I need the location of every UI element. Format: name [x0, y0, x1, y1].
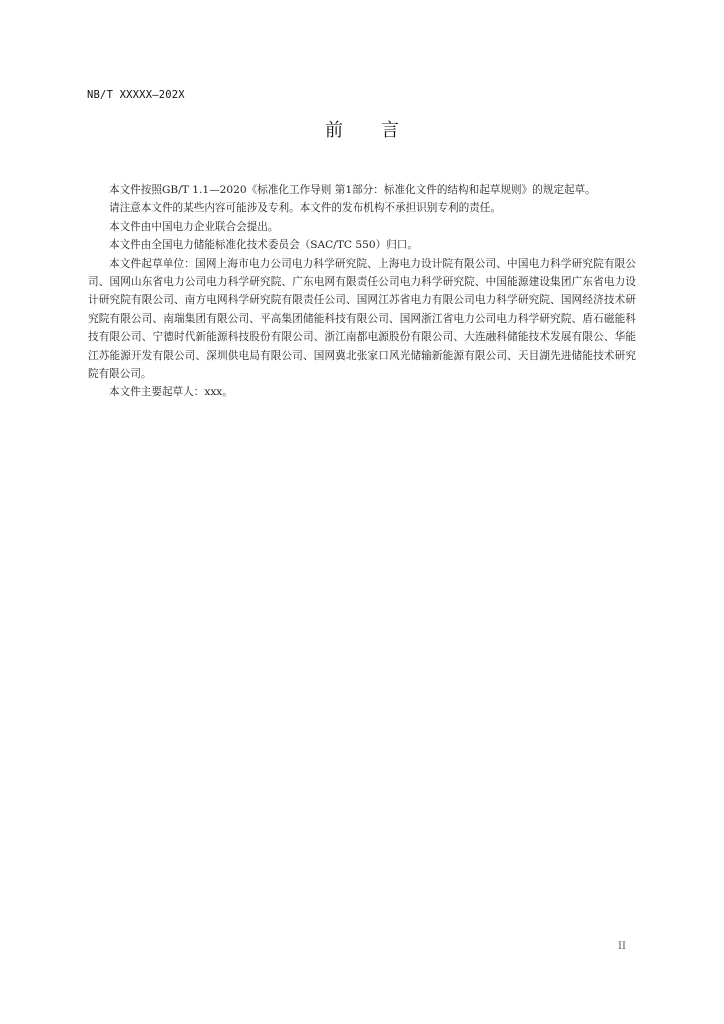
- paragraph-committee: 本文件由全国电力储能标准化技术委员会（SAC/TC 550）归口。: [109, 239, 418, 252]
- page-number: II: [618, 941, 626, 952]
- document-code: NB/T XXXXX—202X: [87, 89, 185, 101]
- paragraph-drafting-units: 本文件起草单位：国网上海市电力公司电力科学研究院、上海电力设计院有限公司、中国电力科学研究院有限公司、国网山东省电力公司电力科学研究院、广东电网有限责任公司电力科学研究院、中国能源建设集团广东省电力设计研究院有限公司、南方电网科学研究院有限责任公司、国网江苏省电力有限公司电力科学研究院、国网经济技术研究院有限公司、南瑞集团有限公司、平高集团储能科技有限公司、国网浙江省电力公司电力科学研究院、盾石磁能科技有限公司、宁德时代新能源科技股份有限公司、浙江南都电源股份有限公司、大连融科储能技术发展有限公、华能江苏能源开发有限公司、深圳供电局有限公司、国网冀北张家口风光储输新能源有限公司、天目湖先进储能技术研究院有限公司。: [88, 257, 636, 381]
- paragraph-drafting-basis: 本文件按照GB/T 1.1—2020《标准化工作导则 第1部分：标准化文件的结构和起草规则》的规定起草。: [109, 184, 596, 196]
- paragraph-proposer: 本文件由中国电力企业联合会提出。: [109, 220, 279, 233]
- page-title: 前言: [325, 120, 437, 141]
- document-body: [88, 181, 636, 402]
- paragraph-patent-notice: 请注意本文件的某些内容可能涉及专利。本文件的发布机构不承担识别专利的责任。: [109, 202, 501, 215]
- paragraph-drafters: 本文件主要起草人：xxx。: [109, 386, 233, 399]
